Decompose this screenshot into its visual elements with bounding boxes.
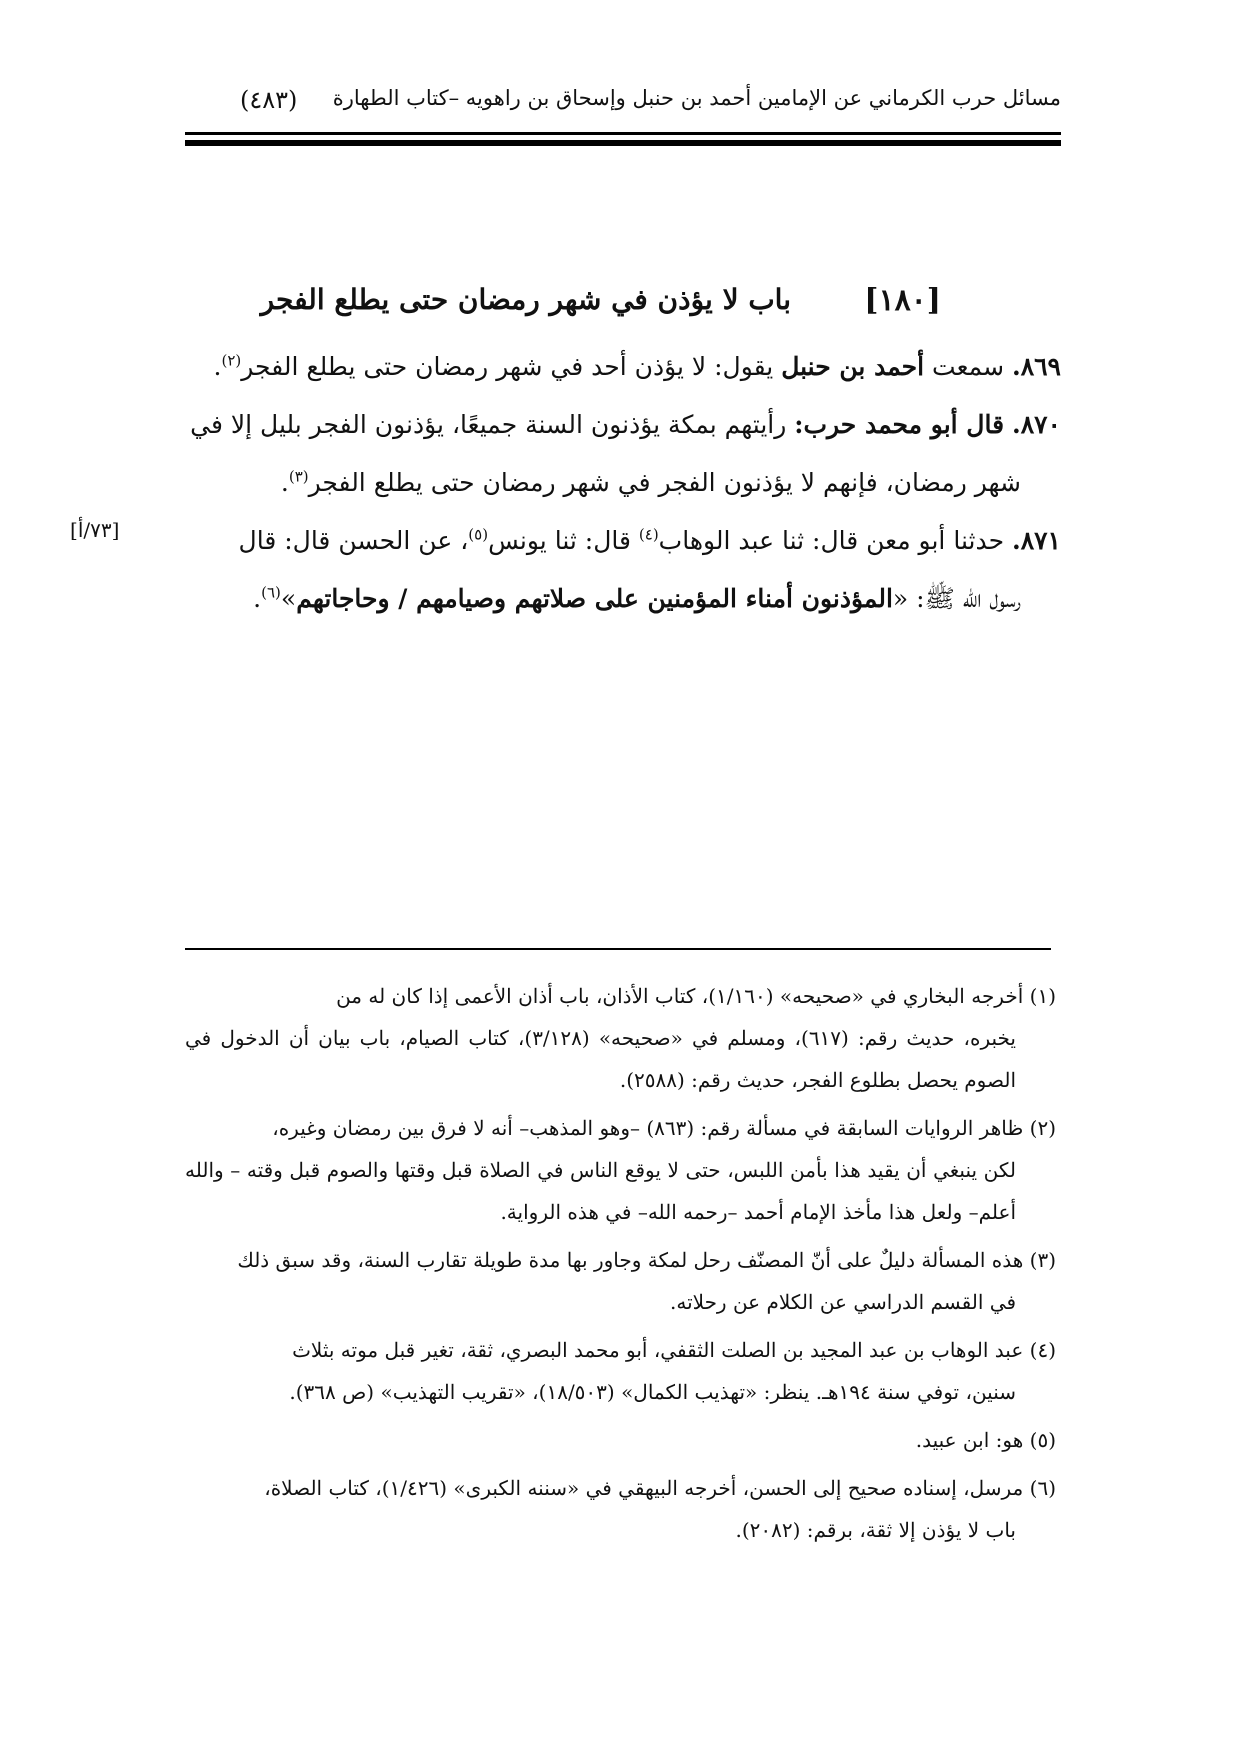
footnote-4 xyxy=(185,1329,1056,1413)
footnote-continuation: يخبره، حديث رقم: (٦١٧)، ومسلم في «صحيحه» (٣/١٢٨)، كتاب الصيام، باب بيان أن الدخول في الصوم يحصل بطلوع الفجر، حديث رقم: (٢٥٨٨). xyxy=(185,1026,1016,1092)
footnote-text: ظاهر الروايات السابقة في مسألة رقم: (٨٦٣) –وهو المذهب– أنه لا فرق بين رمضان وغيره، xyxy=(272,1116,1024,1140)
footnote-label: (٤) xyxy=(1029,1338,1056,1362)
header-rule-thick xyxy=(185,140,1061,146)
quote-close: » xyxy=(280,584,297,613)
paragraph-869 xyxy=(185,338,1061,396)
hadith-quote: المؤذنون أمناء المؤمنين على صلاتهم وصيامهم xyxy=(416,584,893,613)
chapter-heading xyxy=(260,283,941,323)
footnote-continuation: سنين، توفي سنة ١٩٤هـ. ينظر: «تهذيب الكمال» (١٨/٥٠٣)، «تقريب التهذيب» (ص ٣٦٨). xyxy=(289,1380,1016,1404)
footnote-label: (١) xyxy=(1029,984,1056,1008)
paragraph-870 xyxy=(185,396,1061,512)
footnotes xyxy=(185,975,1056,1557)
speaker-name: قال أبو محمد حرب: xyxy=(794,410,1005,439)
paragraph-871 xyxy=(185,512,1061,628)
manuscript-folio-ref: [٧٣/أ] xyxy=(70,518,120,542)
footnote-text: هو: ابن عبيد. xyxy=(915,1428,1024,1452)
footnote-separator xyxy=(185,948,1051,950)
chapter-number: [١٨٠] xyxy=(864,283,941,318)
footnote-1 xyxy=(185,975,1056,1101)
page-number: (٤٨٣) xyxy=(240,86,298,114)
chapter-title: باب لا يؤذن في شهر رمضان حتى يطلع الفجر xyxy=(260,283,791,316)
paragraph-text: رسول الله ﷺ: « xyxy=(892,584,1021,613)
footnote-text: عبد الوهاب بن عبد المجيد بن الصلت الثقفي، أبو محمد البصري، ثقة، تغير قبل موته بثلاث xyxy=(292,1338,1024,1362)
footnote-ref[interactable]: (٣) xyxy=(288,467,309,486)
footnote-text: أخرجه البخاري في «صحيحه» (١/١٦٠)، كتاب الأذان، باب أذان الأعمى إذا كان له من xyxy=(336,984,1024,1008)
header-rule-thin xyxy=(185,132,1061,135)
main-text xyxy=(185,338,1061,628)
footnote-continuation: لكن ينبغي أن يقيد هذا بأمن اللبس، حتى لا يوقع الناس في الصلاة قبل وقتها والصوم قبل وقته – والله أعلم– ولعل هذا مأخذ الإمام أحمد –رحمه الله– في هذه الرواية. xyxy=(185,1158,1017,1224)
footnote-label: (٥) xyxy=(1029,1428,1056,1452)
paragraph-text: حدثنا أبو معن قال: ثنا عبد الوهاب xyxy=(658,526,1005,555)
footnote-ref[interactable]: (٢) xyxy=(221,351,242,370)
paragraph-continuation xyxy=(185,570,1061,628)
manuscript-separator: / xyxy=(389,584,417,613)
paragraph-text: رأيتهم بمكة يؤذنون السنة جميعًا، يؤذنون الفجر بليل إلا في xyxy=(190,410,787,439)
footnote-2 xyxy=(185,1107,1056,1233)
paragraph-number: ٨٧١. xyxy=(1011,526,1061,555)
paragraph-continuation xyxy=(185,454,1061,512)
paragraph-end: . xyxy=(253,584,262,613)
footnote-ref[interactable]: (٤) xyxy=(638,525,659,544)
footnote-ref[interactable]: (٥) xyxy=(468,525,489,544)
paragraph-text: ، عن الحسن قال: قال xyxy=(238,526,469,555)
paragraph-number: ٨٧٠. xyxy=(1011,410,1061,439)
paragraph-text: سمعت xyxy=(932,352,1005,381)
footnote-text: مرسل، إسناده صحيح إلى الحسن، أخرجه البيهقي في «سننه الكبرى» (١/٤٢٦)، كتاب الصلاة، xyxy=(264,1476,1024,1500)
footnote-6 xyxy=(185,1467,1056,1551)
paragraph-text: شهر رمضان، فإنهم لا يؤذنون الفجر في شهر رمضان حتى يطلع الفجر xyxy=(308,468,1021,497)
footnote-ref[interactable]: (٦) xyxy=(261,583,281,602)
paragraph-number: ٨٦٩. xyxy=(1011,352,1061,381)
footnote-3 xyxy=(185,1239,1056,1323)
running-title: مسائل حرب الكرماني عن الإمامين أحمد بن حنبل وإسحاق بن راهويه –كتاب الطهارة xyxy=(332,86,1061,110)
footnote-5 xyxy=(185,1419,1056,1461)
paragraph-text: يقول: لا يؤذن أحد في شهر رمضان حتى يطلع الفجر xyxy=(241,352,774,381)
hadith-quote: وحاجاتهم xyxy=(296,584,390,613)
paragraph-text: قال: ثنا يونس xyxy=(488,526,631,555)
footnote-text: هذه المسألة دليلٌ على أنّ المصنّف رحل لمكة وجاور بها مدة طويلة تقارب السنة، وقد سبق ذلك xyxy=(237,1248,1024,1272)
running-header xyxy=(180,86,1061,126)
footnote-continuation: باب لا يؤذن إلا ثقة، برقم: (٢٠٨٢). xyxy=(735,1518,1016,1542)
footnote-label: (٢) xyxy=(1029,1116,1056,1140)
speaker-name: أحمد بن حنبل xyxy=(781,352,925,381)
paragraph-end: . xyxy=(280,468,289,497)
footnote-label: (٦) xyxy=(1029,1476,1056,1500)
paragraph-end: . xyxy=(213,352,222,381)
footnote-continuation: في القسم الدراسي عن الكلام عن رحلاته. xyxy=(669,1290,1016,1314)
footnote-label: (٣) xyxy=(1029,1248,1056,1272)
